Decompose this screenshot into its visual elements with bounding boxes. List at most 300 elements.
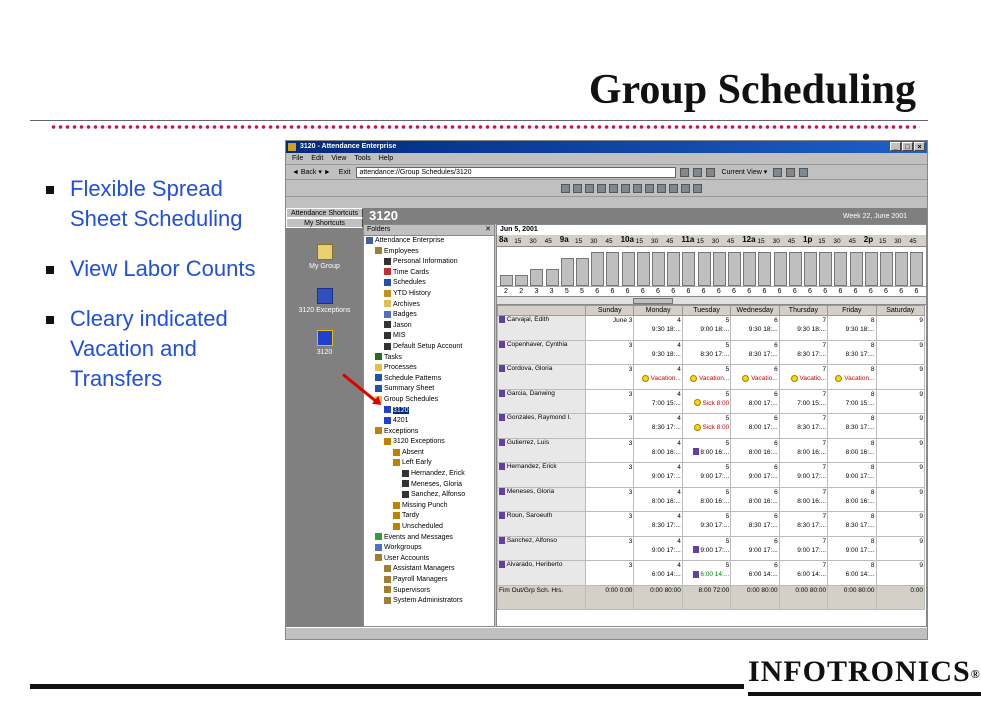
employee-name[interactable] bbox=[498, 536, 586, 561]
table-row bbox=[498, 316, 925, 341]
shift-entry bbox=[781, 399, 826, 408]
day-number: 5 bbox=[725, 390, 730, 398]
day-column-header[interactable]: Wednesday bbox=[731, 306, 779, 316]
schedule-cell[interactable] bbox=[586, 389, 634, 414]
day-number: 4 bbox=[677, 341, 681, 349]
shift-entry bbox=[635, 350, 680, 359]
window-titlebar[interactable] bbox=[286, 141, 927, 153]
shift-entry bbox=[684, 399, 729, 408]
shift-entry bbox=[829, 374, 874, 383]
shift-entry bbox=[684, 570, 729, 579]
schedule-cell[interactable] bbox=[731, 389, 779, 414]
labor-count-value: 6 bbox=[671, 288, 676, 295]
shortcut-3120-exceptions[interactable] bbox=[286, 288, 363, 314]
tool-icon[interactable] bbox=[573, 184, 582, 193]
schedule-cell[interactable] bbox=[828, 487, 876, 512]
schedule-cell[interactable] bbox=[876, 316, 924, 341]
person-icon bbox=[499, 316, 505, 323]
schedule-cell[interactable] bbox=[779, 512, 827, 537]
labor-count-bar bbox=[819, 252, 832, 286]
schedule-cell[interactable] bbox=[634, 365, 682, 390]
infotronics-logo bbox=[748, 654, 981, 696]
schedule-cell[interactable] bbox=[634, 389, 682, 414]
shift-entry bbox=[781, 570, 826, 579]
schedule-cell[interactable] bbox=[731, 536, 779, 561]
copy-icon[interactable] bbox=[693, 168, 702, 177]
hour-tick-label: 15 bbox=[635, 238, 644, 245]
schedule-cell[interactable] bbox=[682, 487, 730, 512]
schedule-cell[interactable] bbox=[779, 389, 827, 414]
schedule-cell[interactable] bbox=[682, 316, 730, 341]
schedule-cell[interactable] bbox=[634, 463, 682, 488]
schedule-cell[interactable] bbox=[779, 414, 827, 439]
totals-row bbox=[498, 585, 925, 610]
schedule-cell[interactable] bbox=[876, 561, 924, 586]
schedule-cell[interactable] bbox=[586, 561, 634, 586]
shift-text: Sick 8:00 bbox=[702, 399, 730, 407]
shift-text: Vacation... bbox=[650, 375, 681, 382]
tree-item[interactable] bbox=[364, 406, 494, 417]
schedule-cell[interactable] bbox=[682, 340, 730, 365]
shift-entry bbox=[829, 570, 874, 579]
shift-text: 7:00 15:... bbox=[651, 399, 681, 407]
labor-count-value: 6 bbox=[610, 288, 615, 295]
schedule-cell[interactable] bbox=[779, 340, 827, 365]
tree-item[interactable] bbox=[364, 522, 494, 533]
schedule-cell[interactable] bbox=[828, 438, 876, 463]
day-column-header[interactable]: Monday bbox=[634, 306, 682, 316]
help-icon[interactable] bbox=[773, 168, 782, 177]
schedule-cell[interactable] bbox=[731, 438, 779, 463]
people-icon bbox=[384, 565, 391, 572]
tasks-icon bbox=[375, 353, 382, 360]
schedule-cell[interactable] bbox=[682, 463, 730, 488]
menu-edit[interactable]: Edit bbox=[311, 155, 324, 162]
labor-count-bar bbox=[728, 252, 741, 286]
schedule-cell[interactable] bbox=[634, 561, 682, 586]
schedule-cell[interactable] bbox=[779, 536, 827, 561]
schedule-cell[interactable] bbox=[682, 512, 730, 537]
tree-item[interactable] bbox=[364, 331, 494, 342]
tree-item[interactable] bbox=[364, 257, 494, 268]
schedule-cell[interactable] bbox=[876, 365, 924, 390]
tree-item[interactable] bbox=[364, 469, 494, 480]
schedule-cell[interactable] bbox=[586, 463, 634, 488]
sheet-icon bbox=[375, 385, 382, 392]
shift-text: Vacatio... bbox=[751, 375, 778, 382]
schedule-cell[interactable] bbox=[876, 340, 924, 365]
paste-icon[interactable] bbox=[706, 168, 715, 177]
schedule-cell[interactable] bbox=[828, 389, 876, 414]
schedule-cell[interactable] bbox=[779, 463, 827, 488]
app-window bbox=[285, 140, 928, 640]
schedule-cell[interactable] bbox=[586, 512, 634, 537]
day-number: 8 bbox=[870, 513, 875, 520]
tree-item-label: Events and Messages bbox=[384, 533, 453, 541]
hour-tick-label: 45 bbox=[909, 238, 917, 245]
person-icon bbox=[384, 321, 391, 328]
tree-item[interactable] bbox=[364, 236, 494, 247]
schedule-cell[interactable] bbox=[731, 365, 779, 390]
schedule-cell[interactable] bbox=[634, 316, 682, 341]
schedule-cell[interactable] bbox=[779, 316, 827, 341]
menu-view[interactable]: View bbox=[331, 155, 347, 162]
schedule-cell[interactable] bbox=[634, 414, 682, 439]
employee-name[interactable] bbox=[498, 512, 586, 537]
menu-tools[interactable]: Tools bbox=[354, 155, 371, 162]
tree-item[interactable] bbox=[364, 480, 494, 491]
tree-item[interactable] bbox=[364, 342, 494, 353]
schedule-cell[interactable] bbox=[682, 536, 730, 561]
shift-entry bbox=[781, 374, 826, 383]
tree-item[interactable] bbox=[364, 586, 494, 597]
tool-icon[interactable] bbox=[585, 184, 594, 193]
schedule-cell[interactable] bbox=[828, 365, 876, 390]
shift-entry bbox=[684, 448, 729, 457]
day-column-header[interactable]: Thursday bbox=[779, 306, 827, 316]
schedule-cell[interactable] bbox=[586, 316, 634, 341]
employee-name[interactable] bbox=[498, 389, 586, 414]
person-icon bbox=[499, 512, 505, 519]
shift-text: 8:00 16:... bbox=[797, 497, 827, 505]
tree-item[interactable] bbox=[364, 596, 494, 607]
shift-text: 8:30 17:... bbox=[797, 350, 827, 358]
tree-item[interactable] bbox=[364, 278, 494, 289]
schedule-cell[interactable] bbox=[828, 463, 876, 488]
tool-icon[interactable] bbox=[561, 184, 570, 193]
group-icon bbox=[384, 406, 391, 413]
person-icon bbox=[499, 537, 505, 544]
hour-tick-label: 45 bbox=[544, 238, 552, 245]
labor-count-bar bbox=[910, 252, 923, 286]
schedule-cell[interactable] bbox=[828, 414, 876, 439]
tree-item[interactable] bbox=[364, 458, 494, 469]
totals-label: Fim Out/Grp Sch. Hrs. bbox=[498, 585, 586, 610]
shortcuts-panel bbox=[286, 208, 363, 627]
tool-icon[interactable] bbox=[633, 184, 642, 193]
menu-help[interactable]: Help bbox=[378, 155, 394, 162]
day-number: 5 bbox=[725, 341, 730, 349]
exception-icon bbox=[393, 502, 400, 509]
tree-item[interactable] bbox=[364, 374, 494, 385]
tree-item[interactable] bbox=[364, 511, 494, 522]
shift-entry bbox=[732, 570, 777, 579]
horizontal-scrollbar[interactable] bbox=[497, 297, 926, 305]
tree-item[interactable] bbox=[364, 564, 494, 575]
shift-text: Sick 8:00 bbox=[702, 424, 730, 431]
tree-item[interactable] bbox=[364, 289, 494, 300]
labor-count-row bbox=[497, 287, 926, 297]
day-number: 6 bbox=[774, 415, 778, 422]
person-icon bbox=[499, 488, 505, 495]
shortcut-label: 3120 bbox=[316, 349, 333, 356]
bullet-list bbox=[46, 174, 286, 414]
day-number: 8 bbox=[870, 390, 875, 398]
shift-text: 6:00 14:... bbox=[797, 571, 827, 578]
labor-count-bar bbox=[789, 252, 802, 286]
schedule-cell[interactable] bbox=[731, 561, 779, 586]
employee-name[interactable] bbox=[498, 561, 586, 586]
tree-item-label: Summary Sheet bbox=[384, 385, 435, 393]
schedule-cell[interactable] bbox=[876, 438, 924, 463]
labor-count-bar bbox=[895, 252, 908, 286]
tree-item[interactable] bbox=[364, 543, 494, 554]
tree-item-label: Meneses, Gloria bbox=[411, 480, 462, 488]
shift-entry bbox=[635, 546, 680, 555]
day-number: 7 bbox=[822, 513, 827, 520]
maximize-button[interactable]: □ bbox=[902, 142, 913, 151]
tree-item[interactable] bbox=[364, 384, 494, 395]
folder-icon bbox=[317, 244, 333, 260]
tree-item-label: Personal Information bbox=[393, 258, 458, 266]
employee-name[interactable] bbox=[498, 340, 586, 365]
day-number: 3 bbox=[628, 366, 633, 373]
schedule-cell[interactable] bbox=[682, 414, 730, 439]
schedule-cell[interactable] bbox=[682, 389, 730, 414]
shift-text: 9:00 17:... bbox=[700, 546, 730, 554]
shift-text: 8:30 17:... bbox=[845, 350, 875, 358]
tool-icon[interactable] bbox=[597, 184, 606, 193]
day-number: 8 bbox=[870, 537, 875, 545]
day-number: 3 bbox=[628, 464, 633, 471]
address-field[interactable]: attendance://Group Schedules/3120 bbox=[356, 167, 676, 178]
employee-name[interactable] bbox=[498, 487, 586, 512]
shift-entry bbox=[732, 546, 777, 555]
schedule-cell[interactable] bbox=[779, 365, 827, 390]
tree-item[interactable] bbox=[364, 575, 494, 586]
schedule-cell[interactable] bbox=[586, 438, 634, 463]
employee-name[interactable] bbox=[498, 414, 586, 439]
shift-entry bbox=[684, 546, 729, 555]
vacation-icon bbox=[835, 375, 842, 382]
schedule-cell[interactable] bbox=[586, 414, 634, 439]
tree-item[interactable] bbox=[364, 321, 494, 332]
labor-count-value: 6 bbox=[777, 288, 782, 295]
schedule-cell[interactable] bbox=[828, 536, 876, 561]
tool-icon[interactable] bbox=[621, 184, 630, 193]
tree-item-label: Sanchez, Alfonso bbox=[411, 491, 466, 499]
tool-icon[interactable] bbox=[657, 184, 666, 193]
schedule-cell[interactable] bbox=[634, 536, 682, 561]
my-shortcuts-tab[interactable]: My Shortcuts bbox=[286, 218, 363, 228]
tree-item-label: Missing Punch bbox=[402, 501, 448, 509]
tree-item[interactable] bbox=[364, 554, 494, 565]
close-button[interactable]: × bbox=[914, 142, 925, 151]
schedule-cell[interactable] bbox=[586, 487, 634, 512]
day-number: 4 bbox=[677, 488, 681, 496]
globe-icon[interactable] bbox=[799, 168, 808, 177]
tree-item[interactable] bbox=[364, 448, 494, 459]
tool-icon[interactable] bbox=[609, 184, 618, 193]
vacation-icon bbox=[690, 375, 697, 382]
group-schedule-icon bbox=[317, 330, 333, 346]
back-button[interactable]: ◄ Back ▾ ► bbox=[292, 169, 331, 176]
schedule-cell[interactable] bbox=[586, 365, 634, 390]
person-icon bbox=[402, 480, 409, 487]
tree-item[interactable] bbox=[364, 310, 494, 321]
labor-count-value: 6 bbox=[899, 288, 904, 295]
shortcut-my-group[interactable] bbox=[286, 244, 363, 270]
tree-item[interactable] bbox=[364, 300, 494, 311]
schedule-cell[interactable] bbox=[779, 487, 827, 512]
shift-text: 8:00 16:... bbox=[797, 448, 827, 456]
tool-icon[interactable] bbox=[645, 184, 654, 193]
shortcut-3120[interactable] bbox=[286, 330, 363, 356]
day-number: 9 bbox=[919, 464, 923, 471]
schedule-cell[interactable] bbox=[828, 316, 876, 341]
schedule-panel bbox=[496, 224, 927, 627]
transfer-icon bbox=[693, 546, 699, 553]
day-column-header[interactable]: Sunday bbox=[586, 306, 634, 316]
tree-item-label: Processes bbox=[384, 364, 417, 372]
schedule-cell[interactable] bbox=[731, 463, 779, 488]
shift-entry bbox=[732, 325, 777, 334]
day-number: 7 bbox=[822, 415, 827, 422]
day-column-header[interactable]: Tuesday bbox=[682, 306, 730, 316]
schedule-cell[interactable] bbox=[828, 561, 876, 586]
day-number: 9 bbox=[919, 341, 923, 349]
labor-count-bar bbox=[743, 252, 756, 286]
window-title: 3120 - Attendance Enterprise bbox=[300, 143, 397, 150]
shift-text: 8:30 17:... bbox=[748, 522, 778, 529]
shift-text: 8:30 17:... bbox=[845, 522, 875, 529]
tree-item[interactable] bbox=[364, 268, 494, 279]
day-column-header[interactable]: Saturday bbox=[876, 306, 924, 316]
tree-item[interactable] bbox=[364, 437, 494, 448]
shift-text: Vacation... bbox=[844, 375, 875, 382]
employee-name[interactable] bbox=[498, 365, 586, 390]
day-number: 6 bbox=[774, 390, 778, 398]
schedule-cell[interactable] bbox=[634, 512, 682, 537]
shift-entry bbox=[684, 423, 729, 432]
day-column-header[interactable]: Friday bbox=[828, 306, 876, 316]
tree-item[interactable] bbox=[364, 533, 494, 544]
people-icon bbox=[384, 576, 391, 583]
labor-count-bar bbox=[880, 252, 893, 286]
tool-icon[interactable] bbox=[669, 184, 678, 193]
hour-tick-label: 45 bbox=[787, 238, 796, 245]
schedule-cell[interactable] bbox=[731, 340, 779, 365]
schedule-cell[interactable] bbox=[682, 438, 730, 463]
labor-count-bar bbox=[591, 252, 604, 286]
schedule-cell[interactable] bbox=[876, 389, 924, 414]
hour-tick-label: 30 bbox=[651, 238, 659, 245]
schedule-cell[interactable] bbox=[682, 365, 730, 390]
schedule-cell[interactable] bbox=[634, 438, 682, 463]
tree-item[interactable] bbox=[364, 490, 494, 501]
tree-item[interactable] bbox=[364, 363, 494, 374]
schedule-cell[interactable] bbox=[634, 340, 682, 365]
schedule-cell[interactable] bbox=[876, 512, 924, 537]
employee-name[interactable] bbox=[498, 438, 586, 463]
schedule-cell[interactable] bbox=[634, 487, 682, 512]
schedule-cell[interactable] bbox=[731, 487, 779, 512]
menu-file[interactable]: File bbox=[292, 155, 304, 162]
tool-icon[interactable] bbox=[681, 184, 690, 193]
labor-count-value: 6 bbox=[625, 288, 630, 295]
schedule-cell[interactable] bbox=[586, 536, 634, 561]
day-number: 8 bbox=[870, 562, 875, 569]
employee-name[interactable] bbox=[498, 463, 586, 488]
day-number: 4 bbox=[677, 439, 681, 447]
hour-tick-label: 12a bbox=[742, 235, 756, 244]
tree-item-label: 4201 bbox=[393, 417, 409, 425]
labor-count-bar bbox=[606, 252, 619, 286]
events-icon bbox=[375, 533, 382, 540]
tree-item-label: Tardy bbox=[402, 512, 420, 520]
shift-entry bbox=[732, 497, 777, 506]
day-number: 7 bbox=[822, 488, 827, 496]
schedule-cell[interactable] bbox=[876, 536, 924, 561]
folder-icon[interactable] bbox=[786, 168, 795, 177]
tool-icon[interactable] bbox=[693, 184, 702, 193]
day-number: 9 bbox=[919, 488, 923, 496]
workgroup-icon bbox=[375, 544, 382, 551]
employee-name-label: Gutierrez, Luis bbox=[506, 438, 550, 446]
schedule-cell[interactable] bbox=[779, 561, 827, 586]
schedule-cell[interactable] bbox=[876, 463, 924, 488]
labor-count-bar bbox=[834, 252, 847, 286]
tree-item-label: Schedules bbox=[393, 279, 426, 287]
employee-name-label: Roun, Saroeuth bbox=[506, 512, 553, 520]
shift-text: 8:30 17:... bbox=[748, 350, 778, 358]
shift-entry bbox=[781, 350, 826, 359]
shift-text: 6:00 14:... bbox=[748, 571, 778, 578]
schedule-cell[interactable] bbox=[876, 487, 924, 512]
shift-text: 8:00 16:... bbox=[845, 448, 875, 456]
schedule-cell[interactable] bbox=[682, 561, 730, 586]
schedule-cell[interactable] bbox=[586, 340, 634, 365]
menu-bar bbox=[286, 153, 927, 165]
minimize-button[interactable]: _ bbox=[890, 142, 901, 151]
schedule-cell[interactable] bbox=[731, 414, 779, 439]
tree-item-label: Employees bbox=[384, 247, 419, 255]
shift-entry bbox=[635, 570, 680, 579]
transfer-icon bbox=[693, 571, 699, 578]
current-view-dropdown[interactable]: Current View ▾ bbox=[721, 169, 768, 176]
schedule-cell[interactable] bbox=[731, 512, 779, 537]
attendance-shortcuts-tab[interactable]: Attendance Shortcuts bbox=[286, 208, 363, 218]
shift-entry bbox=[781, 546, 826, 555]
day-number: 7 bbox=[822, 366, 827, 373]
tree-item-label: Default Setup Account bbox=[393, 342, 463, 350]
labor-count-bar bbox=[561, 258, 574, 286]
shift-text: 6:00 14:... bbox=[700, 571, 730, 578]
day-number: 6 bbox=[774, 562, 778, 569]
tree-item[interactable] bbox=[364, 353, 494, 364]
shift-text: 8:00 16:... bbox=[748, 497, 778, 505]
cut-icon[interactable] bbox=[680, 168, 689, 177]
schedule-cell[interactable] bbox=[876, 414, 924, 439]
close-icon[interactable]: ✕ bbox=[485, 226, 491, 233]
schedule-cell[interactable] bbox=[779, 438, 827, 463]
schedule-cell[interactable] bbox=[731, 316, 779, 341]
schedule-cell[interactable] bbox=[828, 512, 876, 537]
tree-item[interactable] bbox=[364, 501, 494, 512]
scrollbar-thumb[interactable] bbox=[633, 298, 673, 304]
tree-item[interactable] bbox=[364, 427, 494, 438]
person-icon bbox=[402, 491, 409, 498]
tree-item[interactable] bbox=[364, 247, 494, 258]
person-icon bbox=[499, 463, 505, 470]
employee-name-label: Sanchez, Alfonso bbox=[506, 536, 558, 544]
tree-item-label: Badges bbox=[393, 311, 417, 319]
schedule-cell[interactable] bbox=[828, 340, 876, 365]
day-number: 5 bbox=[725, 439, 730, 447]
employee-name[interactable] bbox=[498, 316, 586, 341]
exit-button[interactable]: Exit bbox=[338, 168, 351, 176]
tree-item[interactable] bbox=[364, 416, 494, 427]
